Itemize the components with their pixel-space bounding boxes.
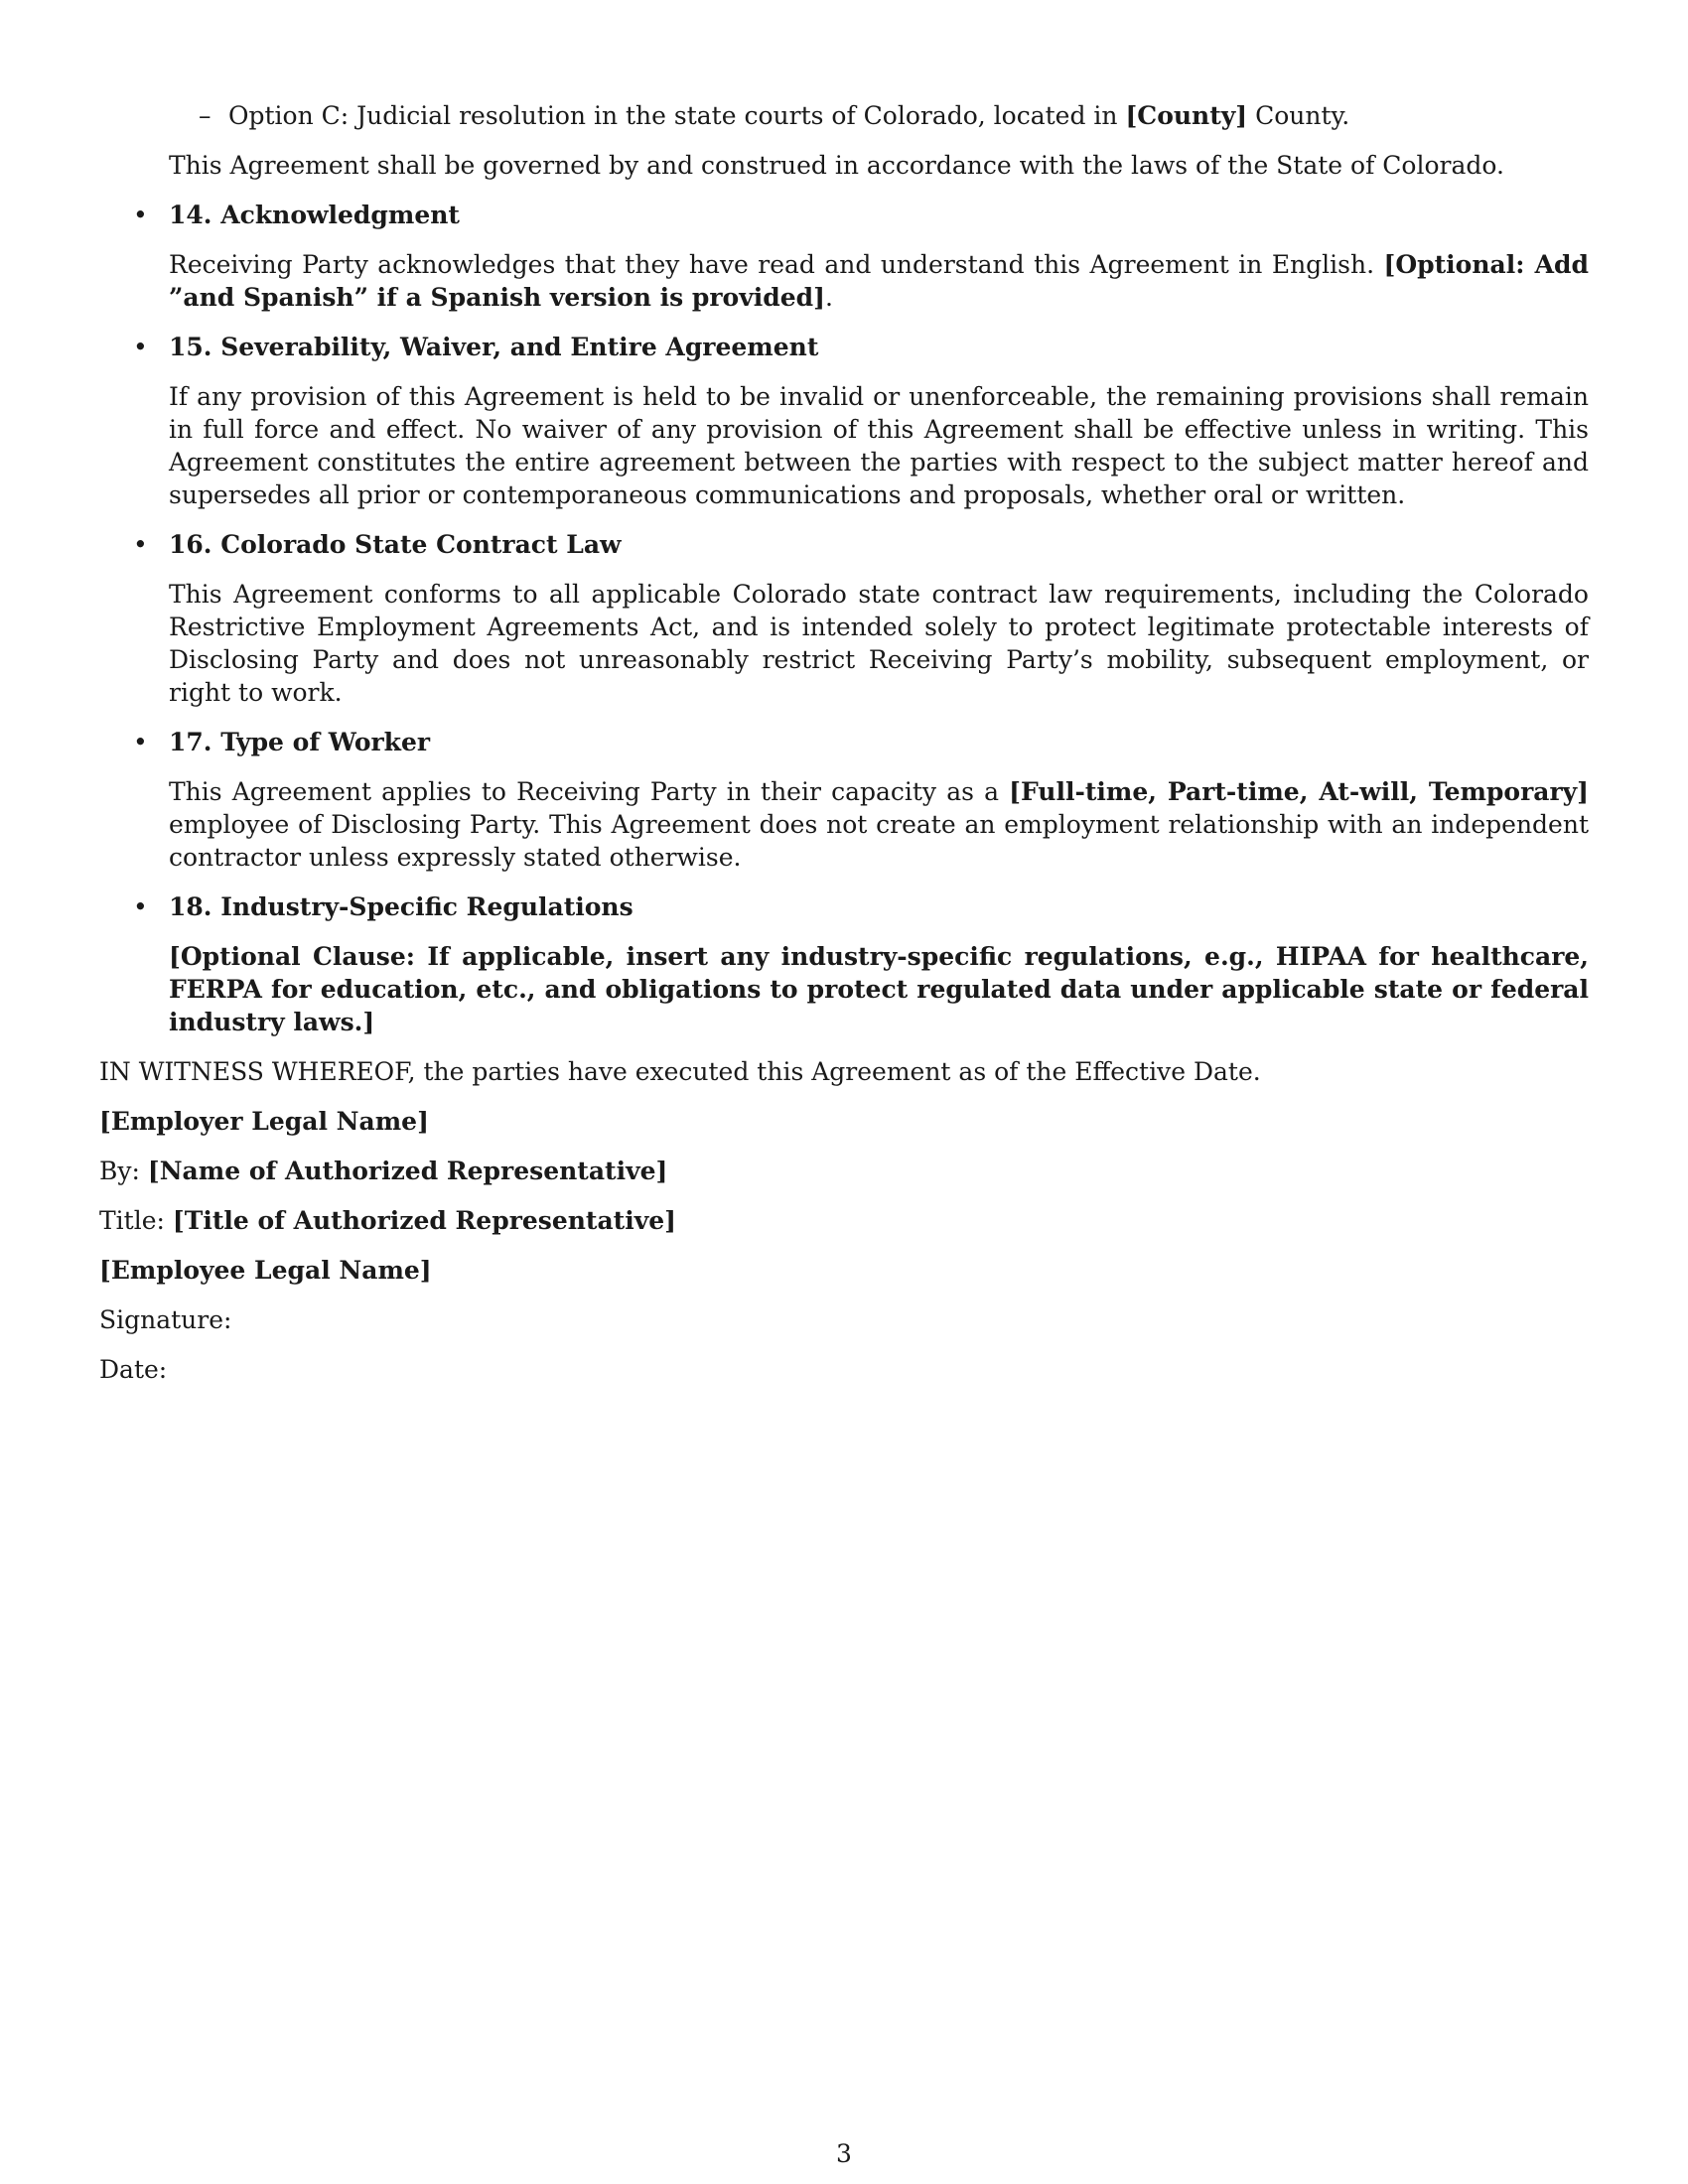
page-content bbox=[99, 99, 1589, 1403]
by-line bbox=[99, 1155, 1589, 1187]
employee-legal-name: [Employee Legal Name] bbox=[99, 1256, 432, 1285]
section-15-heading: 15. Severability, Waiver, and Entire Agreement bbox=[169, 333, 819, 361]
bullet-marker: • bbox=[133, 201, 148, 229]
bullet-marker: • bbox=[133, 892, 148, 921]
representative-name: [Name of Authorized Representative] bbox=[147, 1157, 668, 1185]
section-16-heading: 16. Colorado State Contract Law bbox=[169, 530, 622, 559]
option-c-county: [County] bbox=[1125, 101, 1248, 130]
dash-marker: – bbox=[199, 101, 211, 130]
employee-name-line bbox=[99, 1254, 1589, 1287]
section-16-body: This Agreement conforms to all applicable Colorado state contract law requirements, including the Colorado Restrictive Employment Agreements Act, and is intended solely to protect legitimate protectable interests of Disclosing Party and does not unreasonably restrict Receiving Party’s mobility, subsequent employment, or right to work. bbox=[169, 580, 1589, 707]
section-18-optional-clause: [Optional Clause: If applicable, insert any industry-specific regulations, e.g., HIPAA for healthcare, FERPA for education, etc., and obligations to protect regulated data under applicable state or federal industry laws.] bbox=[169, 942, 1589, 1036]
page-number: 3 bbox=[836, 2139, 852, 2168]
section-17-text-after: employee of Disclosing Party. This Agreement does not create an employment relationship with an independent contractor unless expressly stated otherwise. bbox=[169, 810, 1589, 872]
bullet-marker: • bbox=[133, 333, 148, 361]
section-14-after: . bbox=[824, 283, 833, 312]
employer-legal-name: [Employer Legal Name] bbox=[99, 1107, 429, 1136]
witness-statement: IN WITNESS WHEREOF, the parties have executed this Agreement as of the Effective Date. bbox=[99, 1057, 1261, 1086]
section-17-heading: 17. Type of Worker bbox=[169, 728, 431, 756]
bullet-marker: • bbox=[133, 728, 148, 756]
section-14-bold: [Optional: Add ”and Spanish” if a Spanish version is provided] bbox=[169, 250, 1589, 312]
title-label: Title: bbox=[99, 1206, 173, 1235]
governing-law-paragraph: This Agreement shall be governed by and construed in accordance with the laws of the State of Colorado. bbox=[169, 151, 1504, 180]
employer-name-line bbox=[99, 1105, 1589, 1138]
section-15-body: If any provision of this Agreement is held to be invalid or unenforceable, the remaining provisions shall remain in full force and effect. No waiver of any provision of this Agreement shall be effective unless in writing. This Agreement constitutes the entire agreement between the parties with respect to the subject matter hereof and supersedes all prior or contemporaneous communications and proposals, whether oral or written. bbox=[169, 382, 1589, 509]
bullet-marker: • bbox=[133, 530, 148, 559]
option-c-suffix: County. bbox=[1247, 101, 1350, 130]
section-14-heading: 14. Acknowledgment bbox=[169, 201, 460, 229]
section-15-heading-item bbox=[99, 331, 1589, 363]
section-17-heading-item bbox=[99, 726, 1589, 758]
section-14-text: Receiving Party acknowledges that they have read and understand this Agreement in English. bbox=[169, 250, 1384, 279]
section-17-worker-type: [Full-time, Part-time, At-will, Temporary] bbox=[1009, 777, 1589, 806]
option-c-item bbox=[99, 99, 1589, 132]
representative-title: [Title of Authorized Representative] bbox=[172, 1206, 676, 1235]
section-16-heading-item bbox=[99, 528, 1589, 561]
section-17-body bbox=[99, 775, 1589, 874]
section-14-heading-item bbox=[99, 199, 1589, 231]
section-18-heading-item bbox=[99, 890, 1589, 923]
option-c-prefix: Option C: Judicial resolution in the state courts of Colorado, located in bbox=[228, 101, 1126, 130]
section-17-text-before: This Agreement applies to Receiving Party in their capacity as a bbox=[169, 777, 1010, 806]
section-14-body bbox=[99, 248, 1589, 314]
section-18-heading: 18. Industry-Specific Regulations bbox=[169, 892, 633, 921]
by-label: By: bbox=[99, 1157, 148, 1185]
date-line: Date: bbox=[99, 1355, 168, 1384]
signature-line: Signature: bbox=[99, 1305, 232, 1334]
title-line bbox=[99, 1204, 1589, 1237]
section-18-body bbox=[99, 940, 1589, 1038]
